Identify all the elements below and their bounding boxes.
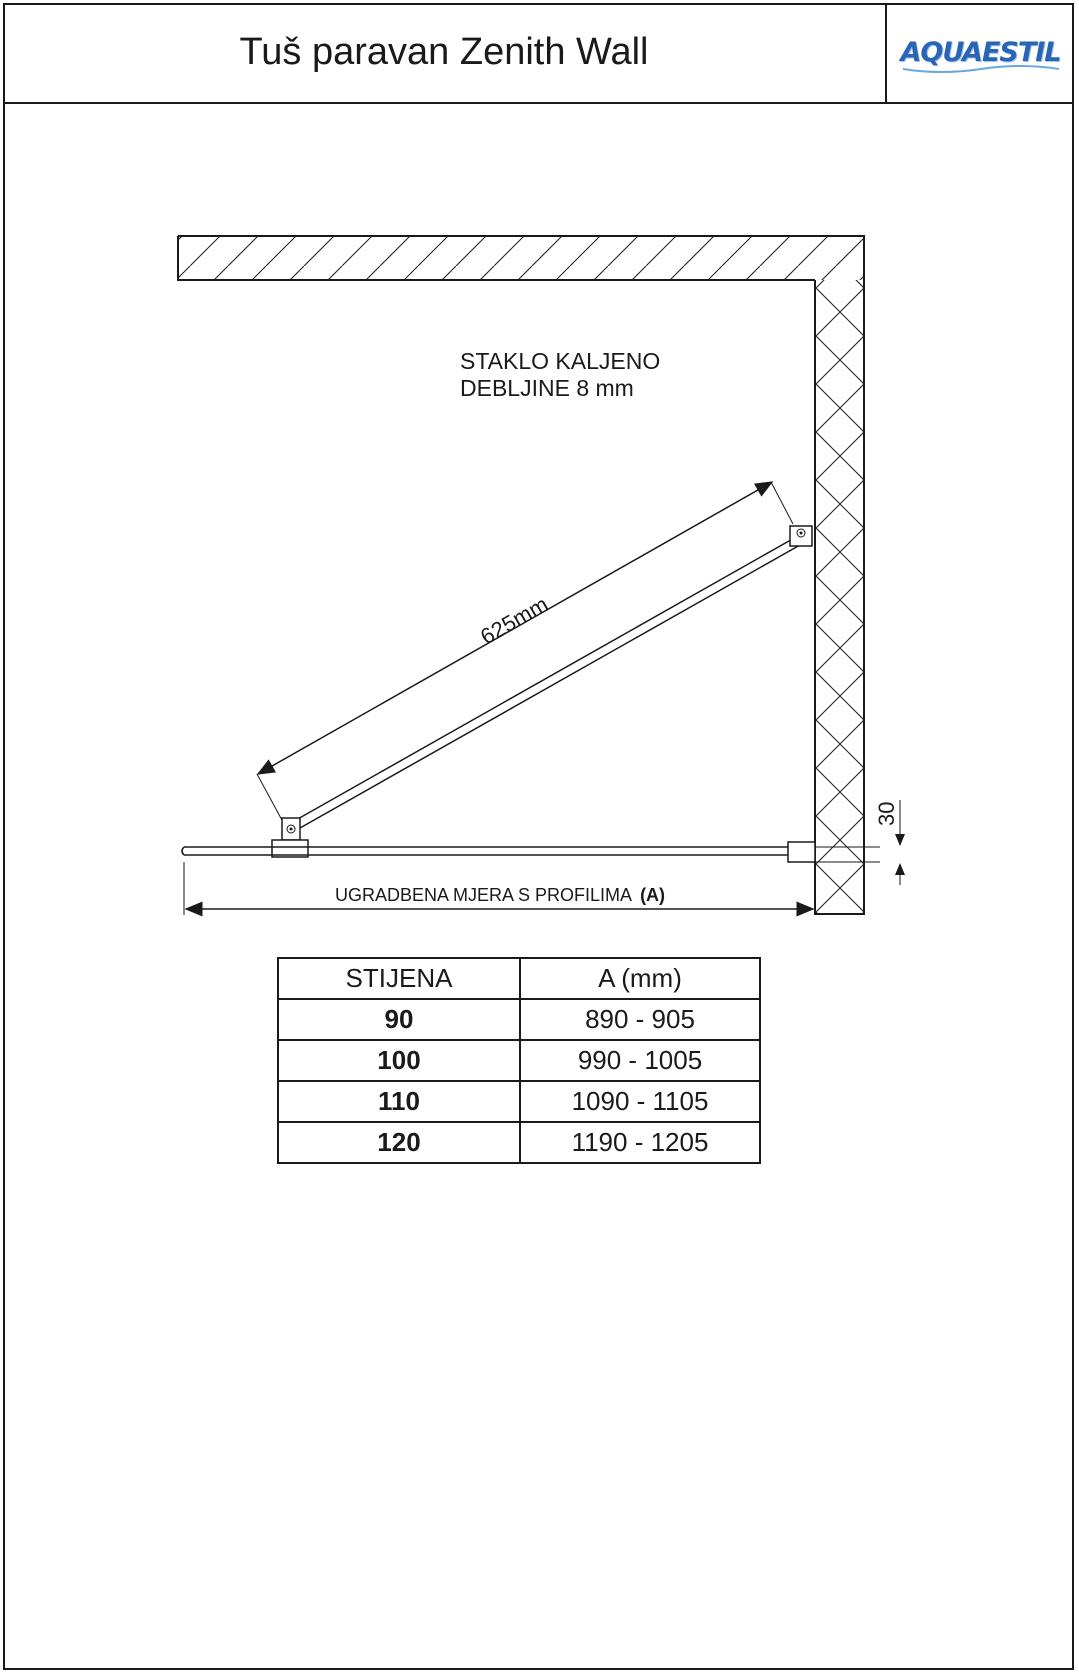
right-wall: [815, 236, 864, 914]
brand-logo-text: AQUAESTIL: [900, 37, 1061, 68]
table-cell-a: 1190 - 1205: [520, 1122, 760, 1163]
support-bar: [296, 537, 800, 828]
glass-note-line2: DEBLJINE 8 mm: [460, 375, 634, 401]
table-row: [278, 1040, 760, 1081]
table-header-a: A (mm): [520, 958, 760, 999]
table-header-stijena: STIJENA: [278, 958, 520, 999]
install-label: UGRADBENA MJERA S PROFILIMA (A): [335, 885, 666, 905]
table-row: [278, 999, 760, 1040]
table-cell-stijena: 110: [278, 1081, 520, 1122]
diagonal-extension-left: [257, 774, 283, 822]
wall-bracket: [790, 526, 812, 546]
table-cell-stijena: 90: [278, 999, 520, 1040]
table-cell-stijena: 120: [278, 1122, 520, 1163]
wall-profile: [788, 842, 815, 862]
page-title: Tuš paravan Zenith Wall: [3, 3, 887, 102]
dimension-table: [277, 957, 761, 1164]
table-row: [278, 1122, 760, 1163]
table-header-row: [278, 958, 760, 999]
table-cell-a: 1090 - 1105: [520, 1081, 760, 1122]
table-cell-a: 990 - 1005: [520, 1040, 760, 1081]
offset-dimension-label: 30: [874, 801, 899, 826]
top-wall: [178, 236, 864, 280]
diagonal-dimension-label: 625mm: [476, 591, 553, 650]
table-row: [278, 1081, 760, 1122]
table-cell-a: 890 - 905: [520, 999, 760, 1040]
table-cell-stijena: 100: [278, 1040, 520, 1081]
glass-note-line1: STAKLO KALJENO: [460, 348, 661, 374]
diagonal-extension-right: [771, 482, 793, 524]
glass-clamp-joint: [272, 818, 308, 857]
